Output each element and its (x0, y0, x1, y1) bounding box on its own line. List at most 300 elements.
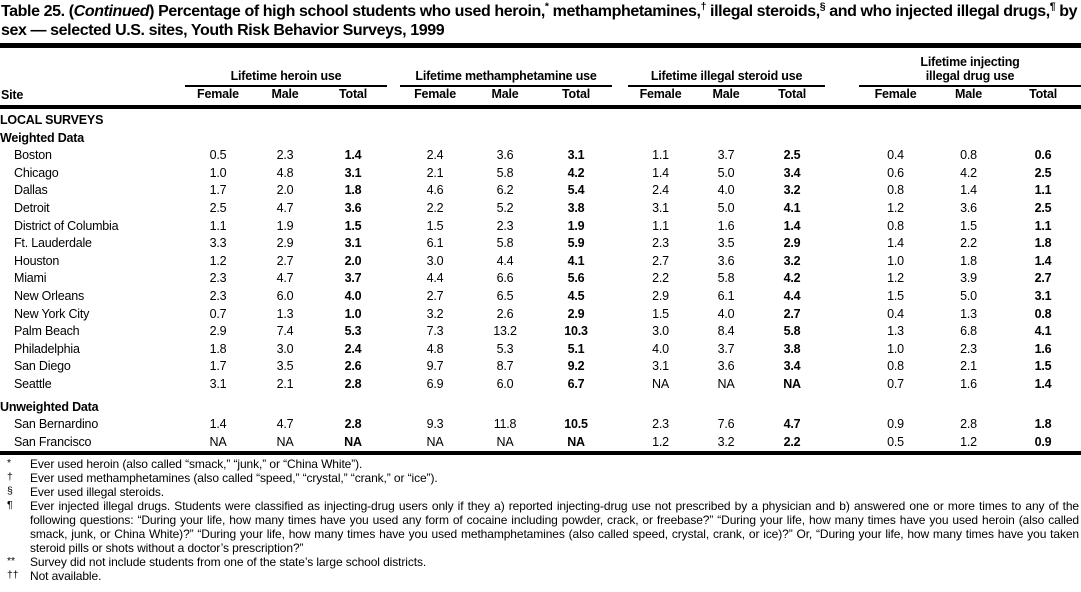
column-gap (612, 253, 628, 271)
title-text-1: ) Percentage of high school students who used heroin, (149, 3, 545, 20)
value-cell: 13.2 (493, 324, 517, 339)
column-gap (612, 48, 628, 86)
value-cell: 1.5 (1034, 359, 1052, 374)
value-cell: 1.7 (209, 359, 227, 374)
value-cell: 1.0 (887, 253, 904, 268)
value-cell: 2.8 (960, 417, 977, 432)
value-cell: 2.3 (960, 341, 977, 356)
value-cell: 9.2 (567, 359, 585, 374)
column-gap (612, 341, 628, 359)
site-label: Dallas (14, 183, 48, 198)
value-cell: 0.9 (1034, 434, 1052, 449)
value-cell: 1.1 (209, 218, 227, 233)
value-cell: 3.6 (960, 200, 977, 215)
title-text-2: methamphetamines, (548, 3, 701, 20)
value-cell: 1.4 (209, 417, 227, 432)
col-header-total: Total (1005, 86, 1081, 107)
value-cell: 3.0 (426, 253, 444, 268)
footnote-text: Ever injected illegal drugs. Students were classified as injecting-drug users only if they a) reported injecting-drug use not prescribed by a physician and b) answered one or more times to any of the following questions: “During your life, how many times have you used any form of cocaine including powder, crack, or freebase?” “During your life, how many times have you used heroin (also called smack, junk, or China White)?” “During your life, how many times have you used methamphetamines (also called speed, crystal, crank, or ice)?” Or, “During your life, how many times have you taken steroid pills or shots without a doctor’s prescription?” (30, 499, 1079, 555)
site-label: Palm Beach (14, 324, 80, 339)
column-gap (387, 416, 400, 434)
table-row (0, 200, 1081, 218)
site-label: Houston (14, 253, 60, 268)
value-cell: 9.3 (426, 417, 444, 432)
value-cell: 2.4 (652, 183, 669, 198)
value-cell: 2.3 (276, 148, 294, 163)
value-cell: 3.6 (344, 200, 362, 215)
value-cell: 4.5 (567, 288, 585, 303)
value-cell: 6.1 (717, 288, 735, 303)
value-cell: 4.1 (783, 200, 801, 215)
value-cell: 1.5 (960, 218, 977, 233)
column-gap (612, 288, 628, 306)
value-cell: 4.4 (496, 253, 514, 268)
group-header-injecting-label: Lifetime injecting illegal drug use (920, 55, 1020, 83)
value-cell: 0.8 (960, 148, 977, 163)
value-cell: 1.4 (960, 183, 977, 198)
value-cell: 3.5 (717, 236, 735, 251)
value-cell: 5.9 (567, 236, 585, 251)
footnote (0, 500, 1081, 556)
value-cell: 4.2 (960, 165, 977, 180)
value-cell: 0.4 (887, 306, 904, 321)
value-cell: 2.2 (960, 236, 977, 251)
value-cell: 0.6 (887, 165, 904, 180)
column-gap (825, 358, 859, 376)
table-row (0, 165, 1081, 183)
value-cell: 6.5 (496, 288, 514, 303)
table-row (0, 182, 1081, 200)
value-cell: 10.5 (564, 417, 588, 432)
value-cell: 3.6 (717, 359, 735, 374)
value-cell: 8.4 (717, 324, 735, 339)
site-label: Chicago (14, 165, 59, 180)
value-cell: 8.7 (496, 359, 514, 374)
footnote-text: Survey did not include students from one of the state’s large school districts. (30, 554, 427, 569)
table-row (0, 306, 1081, 324)
footnote (0, 458, 1081, 472)
col-header-total: Total (540, 86, 612, 107)
footnote-text: Ever used illegal steroids. (30, 485, 165, 500)
value-cell: 6.7 (567, 376, 585, 391)
value-cell: 1.6 (960, 376, 977, 391)
value-cell: 4.7 (276, 271, 294, 286)
value-cell: 2.2 (652, 271, 669, 286)
site-label: Detroit (14, 200, 50, 215)
footnotes-section (0, 455, 1081, 583)
value-cell: NA (344, 434, 362, 449)
site-label: San Diego (14, 359, 71, 374)
column-gap (612, 416, 628, 434)
value-cell: NA (426, 434, 444, 449)
value-cell: 1.1 (1034, 218, 1052, 233)
footnote (0, 556, 1081, 570)
column-gap (825, 288, 859, 306)
column-gap (825, 86, 859, 107)
value-cell: 5.3 (344, 324, 362, 339)
value-cell: 6.0 (276, 288, 294, 303)
value-cell: 1.0 (887, 341, 904, 356)
column-gap (387, 270, 400, 288)
column-gap (387, 323, 400, 341)
value-cell: 2.4 (426, 148, 444, 163)
value-cell: 1.8 (344, 183, 362, 198)
group-header-steroid: Lifetime illegal steroid use (628, 48, 825, 86)
value-cell: 1.3 (960, 306, 977, 321)
value-cell: 2.9 (209, 324, 227, 339)
value-cell: 9.7 (426, 359, 444, 374)
value-cell: 3.4 (783, 165, 801, 180)
table-row (0, 358, 1081, 376)
value-cell: 4.7 (276, 200, 294, 215)
value-cell: 1.2 (209, 253, 227, 268)
value-cell: 3.7 (344, 271, 362, 286)
title-text-5: by sex — selected U.S. sites, Youth Risk Behavior Surveys, 1999 (1, 3, 1078, 39)
value-cell: 5.0 (717, 165, 735, 180)
value-cell: 3.6 (496, 148, 514, 163)
value-cell: 2.5 (783, 148, 801, 163)
footnote-text: Not available. (30, 568, 102, 583)
value-cell: 3.1 (567, 148, 585, 163)
value-cell: 1.1 (652, 218, 669, 233)
value-cell: 5.0 (717, 200, 735, 215)
column-gap (387, 147, 400, 165)
site-label: New York City (14, 306, 90, 321)
value-cell: 2.2 (783, 434, 801, 449)
value-cell: 3.2 (783, 253, 801, 268)
table-header (0, 48, 1081, 107)
value-cell: 5.0 (960, 288, 977, 303)
value-cell: 4.0 (652, 341, 669, 356)
value-cell: 1.1 (1034, 183, 1052, 198)
value-cell: 1.0 (344, 306, 362, 321)
value-cell: 0.5 (209, 148, 227, 163)
value-cell: 1.5 (887, 288, 904, 303)
value-cell: 4.2 (783, 271, 801, 286)
value-cell: 3.0 (276, 341, 294, 356)
column-gap (612, 235, 628, 253)
value-cell: 5.3 (496, 341, 514, 356)
table-row (0, 288, 1081, 306)
footnote-ref-asterisk: * (544, 0, 549, 13)
col-header-female: Female (859, 86, 932, 107)
column-gap (825, 434, 859, 454)
column-gap (387, 218, 400, 236)
value-cell: 1.8 (960, 253, 977, 268)
value-cell: 0.4 (887, 148, 904, 163)
value-cell: 1.7 (209, 183, 227, 198)
table-row (0, 235, 1081, 253)
footnote-ref-section: § (819, 0, 826, 13)
value-cell: 1.5 (652, 306, 669, 321)
table-row (0, 147, 1081, 165)
group-header-methamphetamine: Lifetime methamphetamine use (400, 48, 612, 86)
value-cell: 1.8 (209, 341, 227, 356)
section-row (0, 107, 1081, 130)
value-cell: 4.1 (567, 253, 585, 268)
value-cell: 3.1 (652, 359, 669, 374)
title-text-4: and who injected illegal drugs, (825, 3, 1050, 20)
column-gap (612, 306, 628, 324)
value-cell: 2.1 (276, 376, 294, 391)
value-cell: 2.3 (209, 288, 227, 303)
value-cell: 2.6 (496, 306, 514, 321)
column-gap (612, 358, 628, 376)
value-cell: 11.8 (493, 417, 517, 432)
value-cell: 1.4 (652, 165, 669, 180)
value-cell: 5.8 (496, 165, 514, 180)
value-cell: NA (567, 434, 585, 449)
col-header-female: Female (628, 86, 693, 107)
column-gap (612, 182, 628, 200)
value-cell: 5.8 (717, 271, 735, 286)
value-cell: 4.6 (426, 183, 444, 198)
column-gap (825, 48, 859, 86)
value-cell: 4.8 (276, 165, 294, 180)
value-cell: 2.0 (276, 183, 294, 198)
value-cell: 1.0 (209, 165, 227, 180)
value-cell: 2.7 (1034, 271, 1052, 286)
column-gap (825, 165, 859, 183)
value-cell: 1.8 (1034, 236, 1052, 251)
col-header-female: Female (185, 86, 251, 107)
value-cell: NA (783, 376, 801, 391)
value-cell: 4.0 (344, 288, 362, 303)
value-cell: 1.4 (1034, 376, 1052, 391)
value-cell: 5.6 (567, 271, 585, 286)
value-cell: 2.1 (960, 359, 977, 374)
table-title (0, 0, 1081, 43)
value-cell: 3.1 (209, 376, 227, 391)
column-gap (612, 376, 628, 394)
value-cell: 3.1 (1034, 288, 1052, 303)
value-cell: 0.8 (887, 359, 904, 374)
table-row (0, 323, 1081, 341)
value-cell: 4.7 (276, 417, 294, 432)
column-gap (825, 270, 859, 288)
value-cell: 4.8 (426, 341, 444, 356)
value-cell: 5.1 (567, 341, 585, 356)
column-gap (387, 235, 400, 253)
column-gap (612, 434, 628, 454)
table-row (0, 218, 1081, 236)
column-gap (612, 165, 628, 183)
value-cell: 0.6 (1034, 148, 1052, 163)
column-gap (825, 416, 859, 434)
value-cell: 0.5 (887, 434, 904, 449)
site-label: San Bernardino (14, 417, 99, 432)
value-cell: NA (652, 376, 670, 391)
site-label: San Francisco (14, 434, 92, 449)
col-header-male: Male (251, 86, 319, 107)
site-label: Seattle (14, 376, 52, 391)
value-cell: 2.2 (426, 200, 444, 215)
table-body (0, 107, 1081, 453)
footnote-marker: § (7, 485, 13, 498)
value-cell: 4.2 (567, 165, 585, 180)
value-cell: 6.8 (960, 324, 977, 339)
value-cell: 1.9 (567, 218, 585, 233)
value-cell: 2.3 (496, 218, 514, 233)
value-cell: 3.5 (276, 359, 294, 374)
value-cell: 1.4 (783, 218, 801, 233)
col-header-male: Male (932, 86, 1005, 107)
value-cell: 2.7 (426, 288, 444, 303)
column-gap (387, 200, 400, 218)
value-cell: 3.1 (344, 165, 362, 180)
site-label: Miami (14, 271, 47, 286)
footnote (0, 570, 1081, 584)
site-label: District of Columbia (14, 218, 119, 233)
value-cell: NA (496, 434, 514, 449)
value-cell: 7.3 (426, 324, 444, 339)
value-cell: 1.5 (426, 218, 444, 233)
section-row (0, 394, 1081, 417)
column-gap (387, 165, 400, 183)
column-gap (387, 358, 400, 376)
footnote-ref-dagger: † (700, 0, 707, 13)
value-cell: 3.9 (960, 271, 977, 286)
value-cell: 4.4 (783, 288, 801, 303)
value-cell: 7.4 (276, 324, 294, 339)
site-label: Philadelphia (14, 341, 80, 356)
value-cell: 2.7 (783, 306, 801, 321)
value-cell: 3.4 (783, 359, 801, 374)
footnote-marker: * (7, 457, 11, 470)
value-cell: 2.7 (276, 253, 294, 268)
value-cell: 6.9 (426, 376, 444, 391)
value-cell: 2.7 (652, 253, 669, 268)
col-header-total: Total (319, 86, 387, 107)
value-cell: 1.8 (1034, 417, 1052, 432)
col-header-total: Total (759, 86, 825, 107)
value-cell: 2.3 (652, 236, 669, 251)
table-row (0, 253, 1081, 271)
value-cell: 0.8 (887, 183, 904, 198)
column-gap (825, 306, 859, 324)
value-cell: 1.3 (887, 324, 904, 339)
value-cell: 1.4 (1034, 253, 1052, 268)
value-cell: 3.7 (717, 148, 735, 163)
site-label: Boston (14, 148, 52, 163)
value-cell: NA (717, 376, 735, 391)
column-gap (825, 341, 859, 359)
value-cell: 2.5 (1034, 200, 1052, 215)
column-gap (387, 288, 400, 306)
section-row (0, 130, 1081, 148)
value-cell: 3.6 (717, 253, 735, 268)
value-cell: 2.5 (1034, 165, 1052, 180)
value-cell: 6.2 (496, 183, 514, 198)
value-cell: 1.2 (960, 434, 977, 449)
value-cell: 3.7 (717, 341, 735, 356)
table-row (0, 416, 1081, 434)
value-cell: 4.0 (717, 183, 735, 198)
column-gap (387, 182, 400, 200)
column-gap (612, 218, 628, 236)
column-gap (612, 270, 628, 288)
value-cell: 2.9 (567, 306, 585, 321)
table-row (0, 270, 1081, 288)
footnote-marker: ¶ (7, 499, 13, 511)
value-cell: 2.9 (652, 288, 669, 303)
section-heading: Unweighted Data (0, 399, 99, 414)
column-gap (825, 376, 859, 394)
value-cell: 6.6 (496, 271, 514, 286)
value-cell: 1.2 (887, 271, 904, 286)
value-cell: 3.2 (426, 306, 444, 321)
footnote (0, 486, 1081, 500)
value-cell: 1.6 (717, 218, 735, 233)
value-cell: 1.4 (887, 236, 904, 251)
value-cell: 5.2 (496, 200, 514, 215)
value-cell: NA (276, 434, 294, 449)
column-gap (825, 147, 859, 165)
value-cell: 2.0 (344, 253, 362, 268)
value-cell: 0.8 (887, 218, 904, 233)
column-gap (612, 147, 628, 165)
value-cell: 4.1 (1034, 324, 1052, 339)
value-cell: 0.8 (1034, 306, 1052, 321)
value-cell: 7.6 (717, 417, 735, 432)
value-cell: 4.4 (426, 271, 444, 286)
value-cell: 3.2 (783, 183, 801, 198)
data-table (0, 48, 1081, 455)
column-gap (387, 341, 400, 359)
col-header-male: Male (470, 86, 540, 107)
table-row (0, 341, 1081, 359)
site-label: Ft. Lauderdale (14, 236, 92, 251)
footnote-marker: †† (7, 568, 19, 581)
value-cell: 1.1 (652, 148, 669, 163)
column-gap (825, 253, 859, 271)
table-row (0, 434, 1081, 454)
site-label: New Orleans (14, 288, 85, 303)
value-cell: 5.4 (567, 183, 585, 198)
value-cell: 1.2 (887, 200, 904, 215)
value-cell: 2.8 (344, 417, 362, 432)
group-header-injecting (859, 48, 1081, 86)
column-gap (387, 48, 400, 86)
value-cell: 2.6 (344, 359, 362, 374)
value-cell: 2.8 (344, 376, 362, 391)
value-cell: 2.9 (783, 236, 801, 251)
section-heading: LOCAL SURVEYS (0, 113, 104, 127)
title-label: Table 25. ( (1, 3, 74, 20)
column-gap (387, 86, 400, 107)
value-cell: 0.7 (887, 376, 904, 391)
value-cell: 5.8 (783, 324, 801, 339)
title-text-3: illegal steroids, (706, 3, 820, 20)
value-cell: 5.8 (496, 236, 514, 251)
col-header-male: Male (693, 86, 759, 107)
footnote-text: Ever used methamphetamines (also called “speed,” “crystal,” “crank,” or “ice”). (30, 471, 438, 486)
value-cell: 1.2 (652, 434, 669, 449)
value-cell: 3.3 (209, 236, 227, 251)
value-cell: 3.8 (567, 200, 585, 215)
value-cell: 6.1 (426, 236, 444, 251)
value-cell: 2.3 (652, 417, 669, 432)
footnote-text: Ever used heroin (also called “smack,” “junk,” or “China White”). (30, 457, 363, 472)
value-cell: 10.3 (564, 324, 588, 339)
column-gap (825, 182, 859, 200)
value-cell: 4.7 (783, 417, 801, 432)
value-cell: 1.5 (344, 218, 362, 233)
section-heading: Weighted Data (0, 130, 84, 145)
column-gap (387, 434, 400, 454)
site-column-header: Site (0, 48, 185, 107)
value-cell: 3.1 (344, 236, 362, 251)
